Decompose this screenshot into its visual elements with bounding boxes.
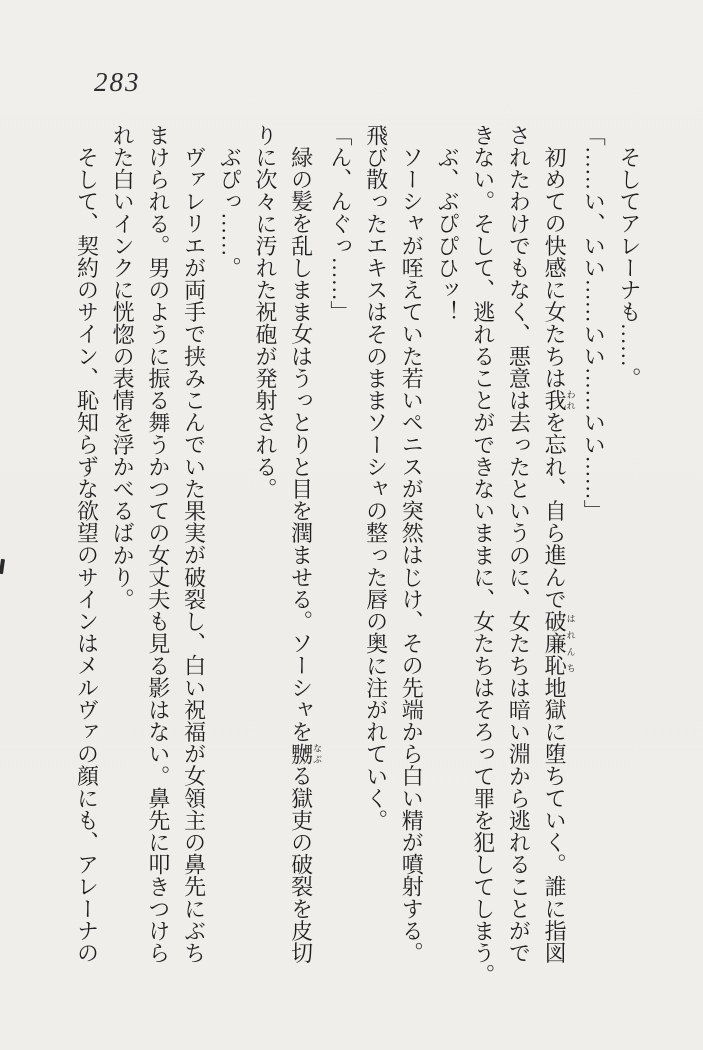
- text-line: そして、契約のサイン、恥知らずな欲望のサインはメルヴァの顔にも、アレーナの: [74, 146, 100, 964]
- text-line: ヴァレリエが両手で挟みこんでいた果実が破裂し、白い祝福が女領主の鼻先にぶち: [181, 146, 207, 964]
- text-line: ソーシャが咥えていた若いペニスが突然はじけ、その先端から白い精が噴射する。: [399, 146, 425, 964]
- text-line: 緑の髪を乱しまま女はうっとりと目を潤ませる。ソーシャを嬲なぶる獄吏の破裂を皮切: [288, 146, 323, 964]
- text-line: 「……い、いい……いい……いい……」: [581, 124, 607, 522]
- furigana: はれんち: [565, 610, 576, 677]
- text-line: そしてアレーナも……。: [617, 146, 642, 390]
- scan-artifact-mark: [0, 559, 5, 574]
- text-line: されたわけでもなく、悪意は去ったというのに、女たちは暗い淵から逃れることがで: [506, 124, 532, 964]
- ruby-annotated-word: 破廉恥はれんち: [542, 610, 576, 677]
- page-number: 283: [94, 67, 141, 97]
- text-line: まけられる。男のように振る舞うかつての女丈夫も見る影はない。鼻先に叩きつけら: [145, 124, 171, 964]
- text-line: ぶ、ぶぴぴひッ！: [434, 146, 460, 323]
- text-line: れた白いインクに恍惚の表情を浮かべるばかり。: [110, 124, 136, 611]
- text-line: きない。そして、逃れることができないままに、女たちはそろって罪を犯してしまう。: [470, 124, 496, 986]
- furigana: なぶ: [312, 742, 323, 765]
- ruby-annotated-word: 我われ: [542, 389, 576, 412]
- text-line: ぶぴっ……。: [217, 146, 243, 279]
- text-line: りに次々に汚れた祝砲が発射される。: [252, 124, 278, 500]
- furigana: われ: [565, 389, 576, 412]
- text-line: 飛び散ったエキスはそのままソーシャの整った唇の奥に注がれていく。: [363, 124, 389, 832]
- vertical-text-block: [69, 124, 647, 1010]
- text-line: 初めての快感に女たちは我われを忘れ、自ら進んで破廉恥はれんち地獄に堕ちていく。誰に指図: [542, 146, 576, 964]
- text-line: 「ん、んぐっ……」: [327, 124, 353, 323]
- ruby-annotated-word: 嬲なぶ: [288, 742, 323, 765]
